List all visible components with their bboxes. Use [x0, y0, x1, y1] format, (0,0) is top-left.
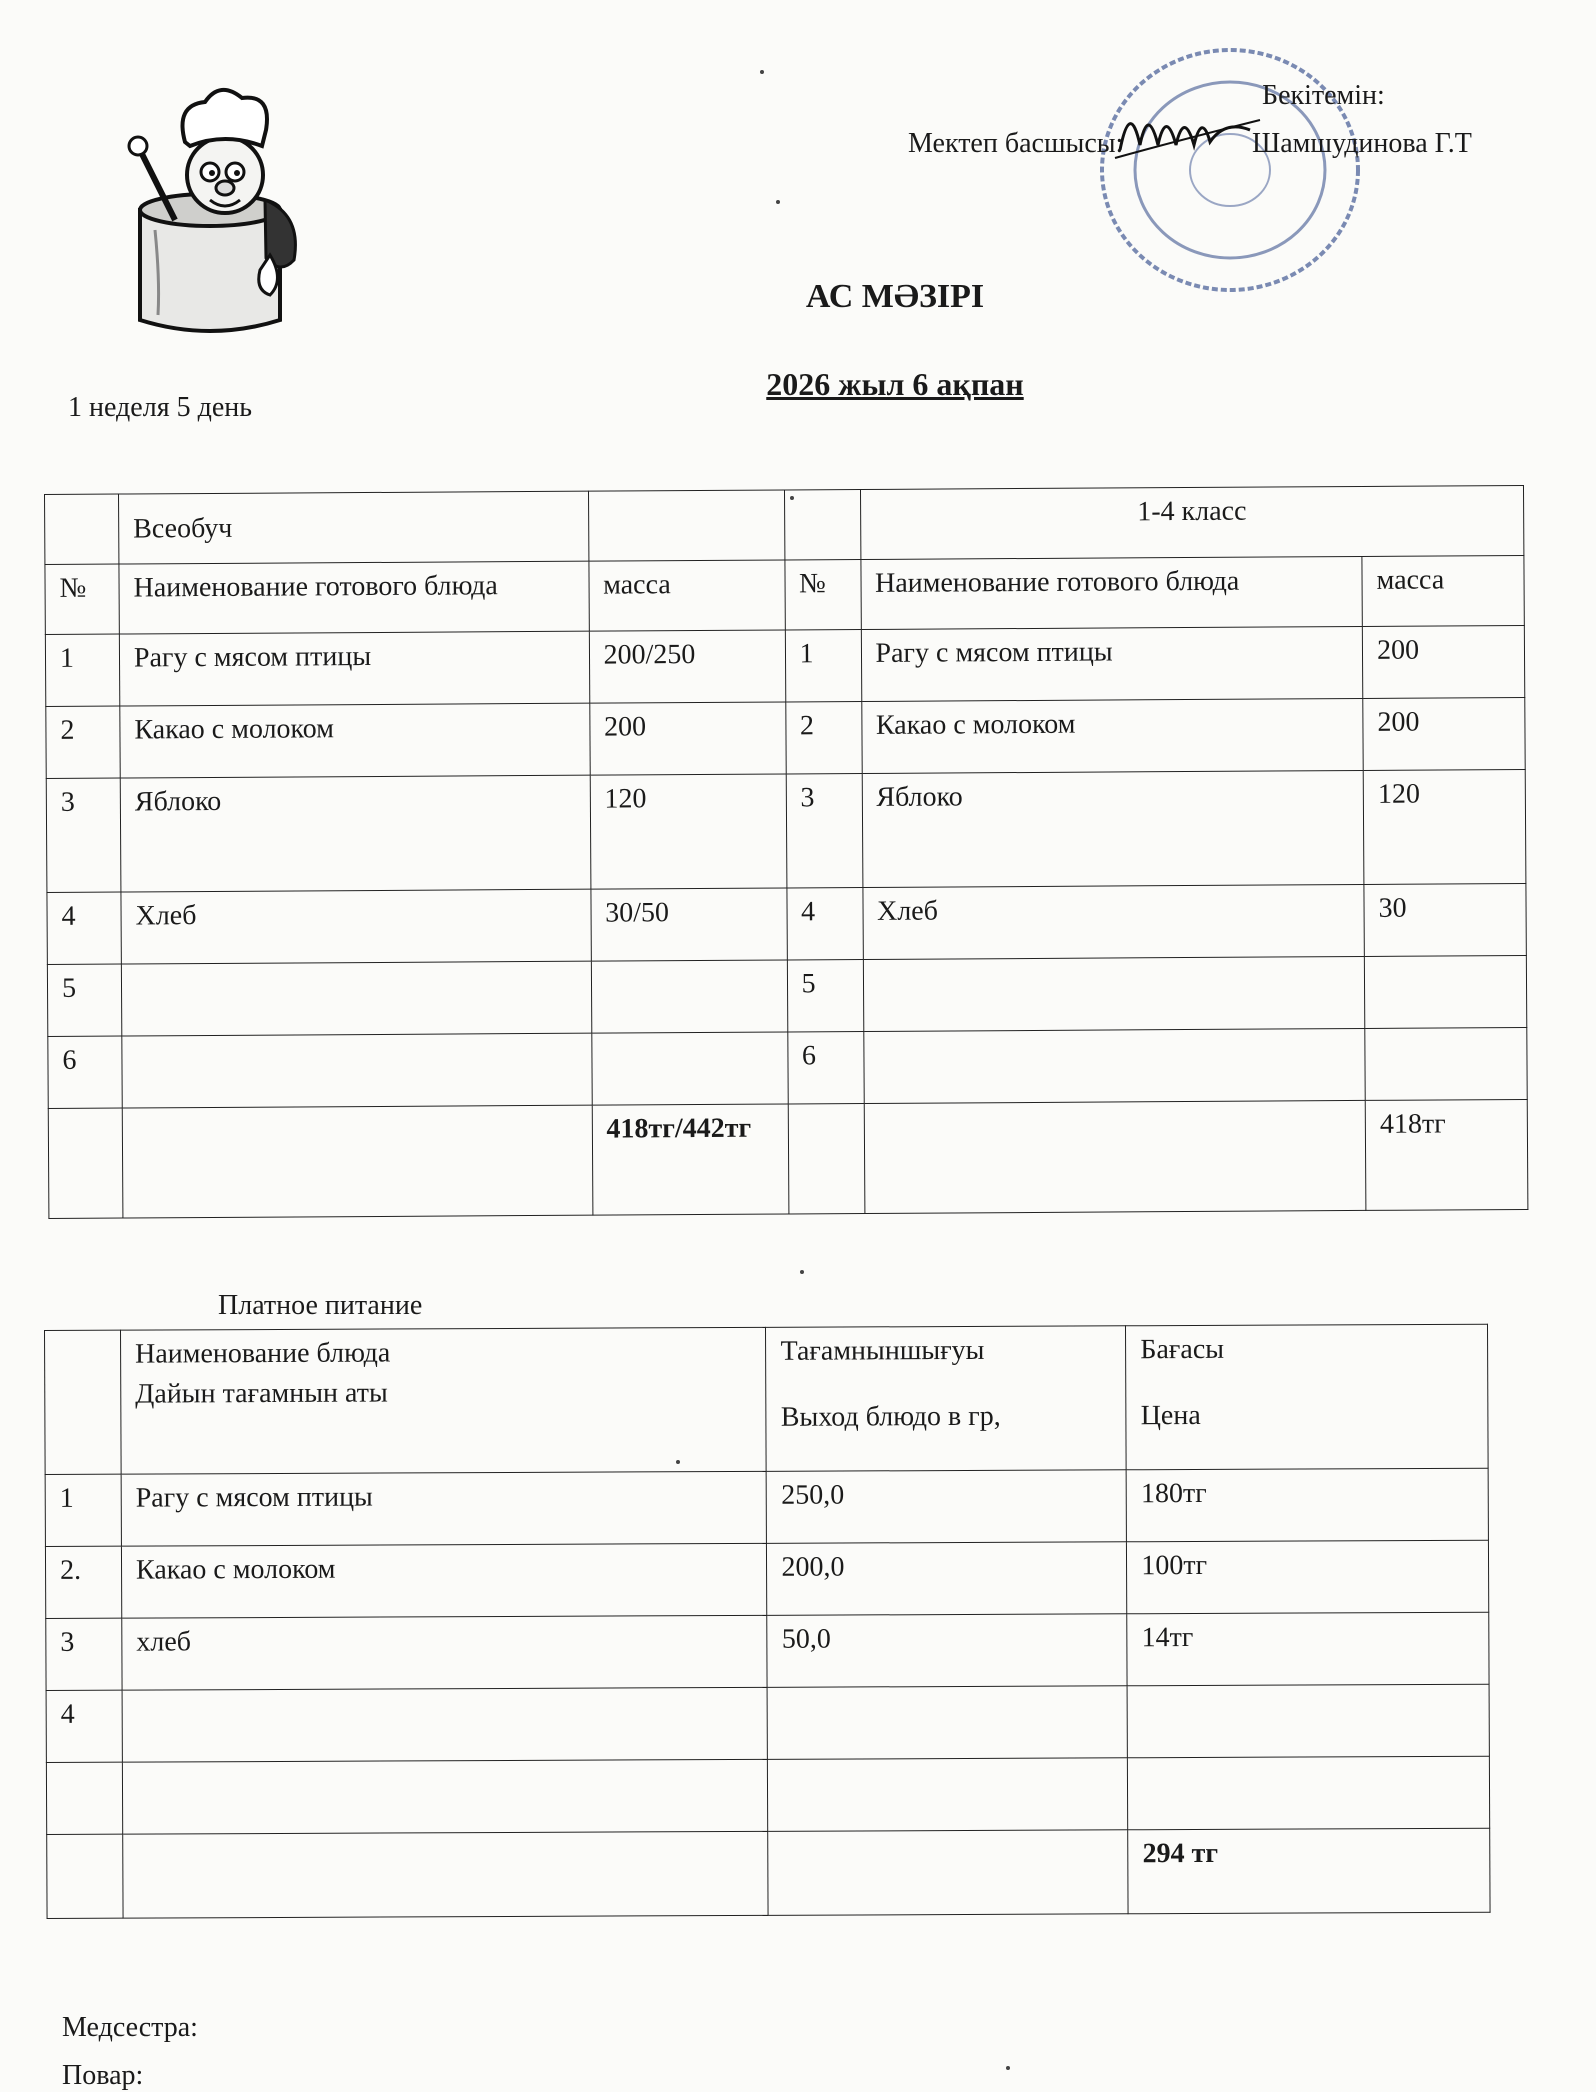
row-no: 1: [45, 1474, 121, 1546]
row-no: 4: [786, 888, 862, 960]
header-empty: [45, 1330, 122, 1474]
dish-name: хлеб: [122, 1615, 768, 1690]
row-no: 2: [785, 702, 861, 774]
col-price-ru: Цена: [1140, 1399, 1201, 1432]
col-name-ru: Наименование блюда: [135, 1337, 391, 1370]
scan-speck: [1006, 2066, 1010, 2070]
dish-mass: 200/250: [589, 630, 785, 703]
table-row: [45, 1468, 1488, 1546]
col-name-kz: Дайын тағамнын аты: [135, 1377, 388, 1410]
dish-name: [122, 1687, 768, 1762]
dish-name: Рагу с мясом птицы: [121, 1471, 767, 1546]
dish-name: [121, 961, 591, 1036]
total-right: 418тг: [1365, 1099, 1528, 1210]
row-no: 5: [787, 960, 863, 1032]
col-mass: масса: [1362, 555, 1524, 626]
row-no: 4: [46, 1690, 122, 1762]
total-row: [47, 1828, 1490, 1918]
menu-table: [44, 485, 1528, 1219]
dish-mass: [591, 1032, 787, 1105]
grade-label: 1-4 класс: [860, 485, 1524, 559]
dish-mass: 120: [590, 774, 787, 889]
dish-name: Рагу с мясом птицы: [119, 631, 589, 706]
dish-mass: 120: [1363, 769, 1526, 884]
row-no: 1: [45, 634, 119, 706]
table-row: [47, 883, 1526, 964]
dish-name: Какао с молоком: [121, 1543, 767, 1618]
total-empty: [122, 1105, 592, 1218]
dish-mass: [1365, 1027, 1527, 1100]
col-name: Наименование готового блюда: [119, 561, 589, 634]
director-label: Мектеп басшысы:: [908, 128, 1124, 159]
dish-name: Рагу с мясом птицы: [861, 626, 1363, 701]
scan-speck: [790, 496, 794, 500]
dish-yield: [768, 1686, 1128, 1760]
paid-meals-label: Платное питание: [218, 1290, 423, 1321]
col-no: №: [784, 560, 860, 630]
table-row: [48, 1027, 1527, 1108]
row-no: 2: [46, 706, 120, 778]
dish-mass: 30/50: [591, 888, 787, 961]
cook-label: Повар:: [62, 2060, 144, 2091]
row-no: 3: [46, 778, 121, 892]
dish-yield: 50,0: [767, 1614, 1127, 1688]
dish-price: [1127, 1684, 1489, 1758]
scan-speck: [760, 70, 764, 74]
scan-speck: [676, 1460, 680, 1464]
table-row: [46, 697, 1525, 778]
dish-price: [1128, 1756, 1490, 1830]
col-name: Наименование готового блюда: [860, 556, 1362, 629]
table-row: [46, 769, 1526, 892]
dish-name: Какао с молоком: [861, 698, 1363, 773]
dish-mass: [591, 960, 787, 1033]
col-price-kz: Бағасы: [1140, 1333, 1225, 1366]
paid-total: 294 тг: [1128, 1828, 1490, 1914]
dish-name: [863, 1028, 1365, 1103]
col-yield-kz: Тағамныншығуы: [780, 1334, 985, 1367]
row-no: [46, 1762, 122, 1834]
dish-name: Яблоко: [120, 775, 590, 892]
paid-meals-table: [44, 1324, 1491, 1919]
dish-price: 14тг: [1127, 1612, 1489, 1686]
row-no: 1: [785, 630, 861, 702]
header-empty: [784, 490, 860, 560]
table-row: [46, 1756, 1489, 1834]
dish-mass: [1364, 955, 1526, 1028]
dish-name: Хлеб: [121, 889, 591, 964]
dish-name: [122, 1033, 592, 1108]
total-empty: [768, 1830, 1128, 1916]
table-row: [46, 1684, 1489, 1762]
dish-yield: [768, 1758, 1128, 1832]
col-mass: масса: [588, 560, 784, 631]
scan-speck: [776, 200, 780, 204]
total-empty: [47, 1834, 123, 1918]
total-empty: [48, 1108, 123, 1218]
col-no: №: [45, 564, 119, 634]
dish-price: 100тг: [1127, 1540, 1489, 1614]
total-empty: [123, 1831, 769, 1918]
director-signature: [1110, 90, 1270, 170]
col-yield-ru: Выход блюдо в гр,: [780, 1400, 1001, 1433]
row-no: 5: [47, 964, 121, 1036]
table-row: [45, 1540, 1488, 1618]
dish-yield: 200,0: [767, 1542, 1127, 1616]
dish-mass: 200: [1362, 625, 1524, 698]
col-yield: [766, 1326, 1126, 1472]
page-title: АС МӘЗІРІ: [805, 278, 985, 315]
dish-name: Яблоко: [862, 770, 1364, 887]
col-dish-name: [120, 1327, 766, 1474]
header-empty: [588, 490, 784, 561]
header-empty: [45, 494, 119, 564]
dish-mass: 200: [589, 702, 785, 775]
total-empty: [788, 1104, 865, 1214]
table-row: [46, 1612, 1489, 1690]
scan-speck: [800, 1270, 804, 1274]
director-name: Шамшудинова Г.Т: [1252, 128, 1472, 159]
dish-mass: 30: [1364, 883, 1526, 956]
dish-yield: 250,0: [767, 1470, 1127, 1544]
table-row: [47, 955, 1526, 1036]
row-no: 6: [48, 1036, 122, 1108]
dish-name: [122, 1759, 768, 1834]
dish-name: Хлеб: [862, 884, 1364, 959]
vseobuch-label: Всеобуч: [118, 491, 588, 564]
table-row: [45, 625, 1524, 706]
dish-price: 180тг: [1126, 1468, 1488, 1542]
school-stamp: [1070, 30, 1380, 310]
dish-mass: 200: [1363, 697, 1525, 770]
row-no: 4: [47, 892, 121, 964]
row-no: 2.: [45, 1546, 121, 1618]
dish-name: Какао с молоком: [120, 703, 590, 778]
row-no: 3: [46, 1618, 122, 1690]
total-empty: [864, 1100, 1366, 1213]
row-no: 3: [786, 774, 863, 888]
total-left: 418тг/442тг: [592, 1104, 789, 1215]
dish-name: [863, 956, 1365, 1031]
nurse-label: Медсестра:: [62, 2012, 198, 2043]
row-no: 6: [787, 1032, 863, 1104]
menu-date: 2026 жыл 6 ақпан: [766, 366, 1024, 402]
week-day-label: 1 неделя 5 день: [68, 392, 252, 423]
approve-label: Бекітемін:: [1262, 80, 1385, 111]
total-row: [48, 1099, 1528, 1218]
col-price: [1126, 1324, 1488, 1470]
